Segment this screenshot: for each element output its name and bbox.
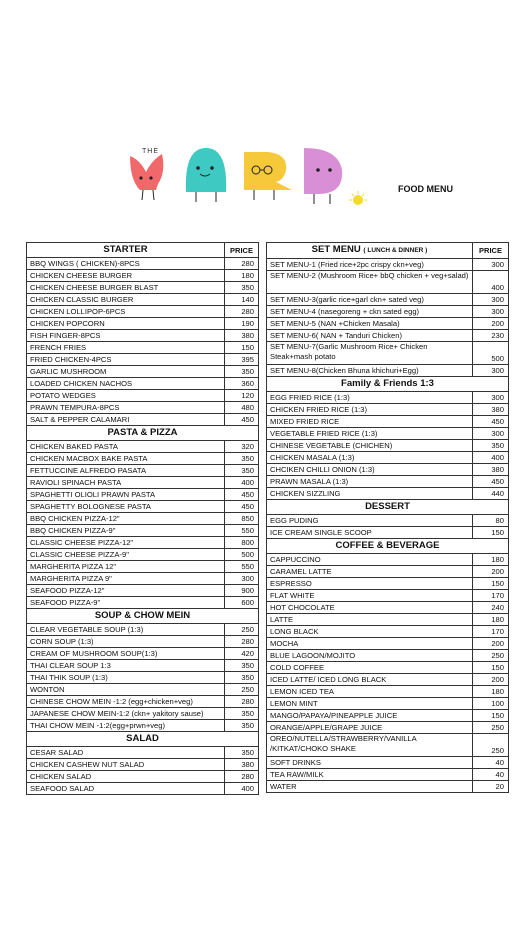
menu-item-row	[267, 566, 509, 578]
section-title: COFFEE & BEVERAGE	[267, 539, 509, 554]
menu-item-price: 500	[225, 549, 259, 561]
menu-item-name: SET MENU-4 (nasegoreng + ckn sated egg)	[267, 306, 473, 318]
menu-item-name: SET MENU-3(garlic rice+garl ckn+ sated veg)	[267, 294, 473, 306]
menu-item-price: 250	[225, 624, 259, 636]
header-row	[27, 243, 259, 258]
menu-item-name: RAVIOLI SPINACH PASTA	[27, 477, 225, 489]
menu-item-price: 900	[225, 585, 259, 597]
menu-item-name: SPAGHETTY BOLOGNESE PASTA	[27, 501, 225, 513]
menu-item-price: 350	[225, 366, 259, 378]
menu-item-price: 360	[225, 378, 259, 390]
menu-item-row	[267, 342, 509, 365]
menu-item-name: THAI THIK SOUP (1:3)	[27, 672, 225, 684]
menu-item-price: 350	[225, 282, 259, 294]
menu-item-price: 350	[473, 440, 509, 452]
menu-item-price: 450	[225, 501, 259, 513]
menu-item-row	[27, 489, 259, 501]
menu-item-name: VEGETABLE FRIED RICE (1:3)	[267, 428, 473, 440]
menu-item-row	[27, 378, 259, 390]
menu-item-name: CLASSIC CHEESE PIZZA-12"	[27, 537, 225, 549]
menu-item-row	[267, 590, 509, 602]
menu-item-price: 280	[225, 636, 259, 648]
menu-item-row	[27, 501, 259, 513]
section-title: Family & Friends 1:3	[267, 377, 509, 392]
menu-item-name: CHICKEN CASHEW NUT SALAD	[27, 759, 225, 771]
menu-item-row	[267, 416, 509, 428]
menu-item-name: SEAFOOD SALAD	[27, 783, 225, 795]
menu-item-name: MARGHERITA PIZZA 9"	[27, 573, 225, 585]
menu-item-row	[27, 465, 259, 477]
menu-item-row	[27, 672, 259, 684]
menu-item-price: 250	[225, 684, 259, 696]
menu-item-row	[27, 354, 259, 366]
starter-header: STARTER	[27, 243, 225, 258]
menu-item-name: CLASSIC CHEESE PIZZA-9"	[27, 549, 225, 561]
menu-item-name: CLEAR VEGETABLE SOUP (1:3)	[27, 624, 225, 636]
menu-item-name: FISH FINGER-8PCS	[27, 330, 225, 342]
menu-item-row	[27, 306, 259, 318]
menu-item-row	[267, 710, 509, 722]
menu-item-name: LEMON ICED TEA	[267, 686, 473, 698]
menu-item-row	[27, 624, 259, 636]
menu-item-price: 40	[473, 769, 509, 781]
section-header-row	[27, 732, 259, 747]
menu-item-row	[27, 258, 259, 270]
menu-item-row	[27, 684, 259, 696]
menu-item-price: 300	[473, 294, 509, 306]
menu-item-price: 150	[473, 578, 509, 590]
menu-item-price: 400	[473, 452, 509, 464]
menu-item-price: 350	[225, 660, 259, 672]
menu-item-name: FETTUCCINE ALFREDO PASATA	[27, 465, 225, 477]
menu-item-price: 350	[225, 747, 259, 759]
menu-item-price: 150	[473, 710, 509, 722]
brand-the: THE	[142, 148, 159, 155]
menu-item-row	[27, 366, 259, 378]
menu-item-row	[27, 402, 259, 414]
menu-item-row	[267, 440, 509, 452]
menu-item-name: CHICKEN SALAD	[27, 771, 225, 783]
menu-item-price: 380	[473, 464, 509, 476]
menu-item-row	[27, 414, 259, 426]
menu-item-name: CHICKEN FRIED RICE (1:3)	[267, 404, 473, 416]
section-header-row	[267, 500, 509, 515]
menu-item-price: 450	[225, 414, 259, 426]
menu-item-name: SET MENU-8(Chicken Bhuna khichuri+Egg)	[267, 365, 473, 377]
menu-item-row	[267, 271, 509, 294]
menu-item-price: 400	[225, 477, 259, 489]
menu-item-name: SPAGHETTI OLIOLI PRAWN PASTA	[27, 489, 225, 501]
menu-item-price: 120	[225, 390, 259, 402]
menu-item-price: 300	[473, 259, 509, 271]
menu-item-price: 500	[473, 342, 509, 365]
menu-item-name: BBQ CHICKEN PIZZA-12"	[27, 513, 225, 525]
menu-item-name: CHICKEN CLASSIC BURGER	[27, 294, 225, 306]
menu-item-row	[27, 747, 259, 759]
menu-item-row	[267, 757, 509, 769]
menu-item-name: CHINESE VEGETABLE (CHICHEN)	[267, 440, 473, 452]
menu-item-name: LEMON MINT	[267, 698, 473, 710]
menu-item-price: 350	[225, 465, 259, 477]
menu-item-price: 180	[473, 614, 509, 626]
menu-item-name: CORN SOUP (1:3)	[27, 636, 225, 648]
menu-item-name: CARAMEL LATTE	[267, 566, 473, 578]
menu-item-row	[27, 342, 259, 354]
menu-item-row	[267, 662, 509, 674]
menu-item-row	[267, 650, 509, 662]
menu-item-price: 20	[473, 781, 509, 793]
menu-item-name: SET MENU-7(Garlic Mushroom Rice+ Chicken Steak+mash potato	[267, 342, 473, 365]
menu-item-row	[27, 561, 259, 573]
menu-item-row	[267, 698, 509, 710]
menu-item-name: CHICKEN SIZZLING	[267, 488, 473, 500]
menu-item-name: PRAWN MASALA (1:3)	[267, 476, 473, 488]
menu-item-price: 230	[473, 330, 509, 342]
menu-item-row	[27, 282, 259, 294]
set-menu-header	[267, 243, 473, 259]
menu-item-name: ORANGE/APPLE/GRAPE JUICE	[267, 722, 473, 734]
menu-item-row	[267, 722, 509, 734]
menu-item-price: 170	[473, 626, 509, 638]
menu-item-row	[27, 453, 259, 465]
menu-item-row	[267, 428, 509, 440]
menu-item-row	[267, 306, 509, 318]
menu-item-price: 395	[225, 354, 259, 366]
menu-item-row	[267, 464, 509, 476]
menu-item-row	[27, 549, 259, 561]
menu-item-price: 250	[473, 734, 509, 757]
menu-item-price: 280	[225, 696, 259, 708]
menu-item-row	[267, 515, 509, 527]
section-title: DESSERT	[267, 500, 509, 515]
menu-item-name: EGG PUDING	[267, 515, 473, 527]
menu-item-row	[267, 330, 509, 342]
menu-item-price: 450	[225, 489, 259, 501]
menu-item-price: 180	[225, 270, 259, 282]
menu-item-price: 350	[225, 672, 259, 684]
menu-item-name: MOCHA	[267, 638, 473, 650]
menu-item-price: 300	[473, 392, 509, 404]
menu-item-name: ICE CREAM SINGLE SCOOP	[267, 527, 473, 539]
section-title: SALAD	[27, 732, 259, 747]
menu-item-name: SOFT DRINKS	[267, 757, 473, 769]
menu-item-row	[267, 769, 509, 781]
section-header-row	[27, 426, 259, 441]
menu-item-price: 150	[473, 527, 509, 539]
menu-item-name: CHCIKEN CHILLI ONION (1:3)	[267, 464, 473, 476]
menu-item-row	[27, 783, 259, 795]
menu-item-price: 350	[225, 708, 259, 720]
menu-item-name: CAPPUCCINO	[267, 554, 473, 566]
menu-item-row	[27, 477, 259, 489]
menu-item-row	[27, 390, 259, 402]
menu-item-price: 850	[225, 513, 259, 525]
menu-item-name: CHICKEN CHEESE BURGER BLAST	[27, 282, 225, 294]
menu-item-name: SET MENU-6( NAN + Tanduri Chicken)	[267, 330, 473, 342]
menu-item-price: 480	[225, 402, 259, 414]
section-header-row	[27, 609, 259, 624]
price-header: PRICE	[473, 243, 509, 259]
menu-item-row	[27, 294, 259, 306]
menu-item-price: 300	[473, 306, 509, 318]
menu-item-price: 150	[473, 662, 509, 674]
menu-item-row	[27, 537, 259, 549]
section-title: SOUP & CHOW MEIN	[27, 609, 259, 624]
menu-item-name: PRAWN TEMPURA-8PCS	[27, 402, 225, 414]
menu-item-row	[267, 259, 509, 271]
menu-item-name: CREAM OF MUSHROOM SOUP(1:3)	[27, 648, 225, 660]
menu-item-row	[267, 626, 509, 638]
menu-item-name: EGG FRIED RICE (1:3)	[267, 392, 473, 404]
menu-item-name: SET MENU-1 (Fried rice+2pc crispy ckn+veg)	[267, 259, 473, 271]
menu-item-name: SEAFOOD PIZZA-9"	[27, 597, 225, 609]
menu-item-row	[267, 602, 509, 614]
price-header: PRICE	[225, 243, 259, 258]
menu-item-price: 350	[225, 720, 259, 732]
menu-item-price: 400	[225, 783, 259, 795]
menu-item-row	[27, 513, 259, 525]
menu-item-price: 300	[473, 365, 509, 377]
right-menu-table	[266, 242, 509, 793]
menu-item-price: 180	[473, 554, 509, 566]
menu-item-price: 450	[473, 476, 509, 488]
menu-item-price: 400	[473, 271, 509, 294]
section-header-row	[267, 539, 509, 554]
section-header-row	[267, 377, 509, 392]
menu-item-name: SET MENU-5 (NAN +Chicken Masala)	[267, 318, 473, 330]
menu-item-name: FRENCH FRIES	[27, 342, 225, 354]
menu-item-name: CHICKEN MASALA (1:3)	[267, 452, 473, 464]
menu-item-row	[267, 318, 509, 330]
menu-item-row	[267, 554, 509, 566]
menu-item-row	[27, 573, 259, 585]
set-menu-title: SET MENU	[311, 244, 364, 255]
menu-item-name: BBQ CHICKEN PIZZA-9"	[27, 525, 225, 537]
menu-item-row	[267, 638, 509, 650]
menu-item-name: SEAFOOD PIZZA-12"	[27, 585, 225, 597]
menu-item-price: 250	[473, 722, 509, 734]
section-title: PASTA & PIZZA	[27, 426, 259, 441]
menu-item-price: 350	[225, 453, 259, 465]
menu-item-row	[267, 294, 509, 306]
menu-item-price: 380	[225, 330, 259, 342]
menu-item-row	[27, 585, 259, 597]
menu-item-row	[267, 365, 509, 377]
menu-item-price: 280	[225, 306, 259, 318]
menu-item-row	[267, 404, 509, 416]
menu-item-price: 300	[473, 428, 509, 440]
menu-item-price: 250	[473, 650, 509, 662]
menu-item-name: FRIED CHICKEN-4PCS	[27, 354, 225, 366]
menu-item-price: 170	[473, 590, 509, 602]
menu-item-price: 280	[225, 771, 259, 783]
menu-item-row	[267, 734, 509, 757]
menu-item-row	[27, 318, 259, 330]
menu-item-name: THAI CLEAR SOUP 1:3	[27, 660, 225, 672]
menu-item-row	[27, 648, 259, 660]
menu-item-row	[267, 578, 509, 590]
menu-item-name: MANGO/PAPAYA/PINEAPPLE JUICE	[267, 710, 473, 722]
menu-item-name: MIXED FRIED RICE	[267, 416, 473, 428]
menu-item-row	[267, 674, 509, 686]
menu-item-row	[27, 330, 259, 342]
menu-item-name: CHICKEN POPCORN	[27, 318, 225, 330]
menu-item-name: THAI CHOW MEIN -1:2(egg+prwn+veg)	[27, 720, 225, 732]
menu-item-row	[267, 614, 509, 626]
menu-item-price: 200	[473, 638, 509, 650]
menu-item-price: 280	[225, 258, 259, 270]
menu-item-price: 300	[225, 573, 259, 585]
menu-item-name: BBQ WINGS ( CHICKEN)-8PCS	[27, 258, 225, 270]
menu-item-name: MARGHERITA PIZZA 12"	[27, 561, 225, 573]
menu-item-row	[27, 636, 259, 648]
menu-item-price: 380	[225, 759, 259, 771]
menu-item-name: OREO/NUTELLA/STRAWBERRY/VANILLA /KITKAT/CHOKO SHAKE	[267, 734, 473, 757]
menu-item-price: 240	[473, 602, 509, 614]
menu-item-row	[267, 392, 509, 404]
header-row	[267, 243, 509, 259]
menu-item-name: POTATO WEDGES	[27, 390, 225, 402]
menu-item-name: HOT CHOCOLATE	[267, 602, 473, 614]
menu-item-price: 200	[473, 566, 509, 578]
menu-item-row	[27, 771, 259, 783]
menu-item-price: 80	[473, 515, 509, 527]
menu-item-name: CHINESE CHOW MEIN -1:2 (egg+chicken+veg)	[27, 696, 225, 708]
menu-item-name: CHICKEN CHEESE BURGER	[27, 270, 225, 282]
menu-item-row	[27, 696, 259, 708]
menu-item-price: 440	[473, 488, 509, 500]
menu-item-name: WATER	[267, 781, 473, 793]
menu-item-price: 450	[473, 416, 509, 428]
menu-item-row	[27, 441, 259, 453]
menu-item-price: 150	[225, 342, 259, 354]
menu-item-price: 420	[225, 648, 259, 660]
menu-item-price: 380	[473, 404, 509, 416]
menu-item-name: LOADED CHICKEN NACHOS	[27, 378, 225, 390]
menu-item-row	[267, 686, 509, 698]
menu-item-row	[27, 708, 259, 720]
menu-item-price: 800	[225, 537, 259, 549]
menu-item-row	[267, 476, 509, 488]
menu-item-name: GARLIC MUSHROOM	[27, 366, 225, 378]
food-menu-title: FOOD MENU	[398, 184, 453, 194]
menu-item-price: 550	[225, 561, 259, 573]
menu-item-row	[267, 527, 509, 539]
menu-item-price: 320	[225, 441, 259, 453]
menu-item-row	[267, 488, 509, 500]
menu-item-name: CESAR SALAD	[27, 747, 225, 759]
menu-item-name: LATTE	[267, 614, 473, 626]
menu-item-name: CHICKEN BAKED PASTA	[27, 441, 225, 453]
menu-item-row	[27, 525, 259, 537]
menu-item-name: COLD COFFEE	[267, 662, 473, 674]
menu-item-row	[27, 660, 259, 672]
menu-item-price: 140	[225, 294, 259, 306]
menu-item-row	[27, 720, 259, 732]
menu-item-name: TEA RAW/MILK	[267, 769, 473, 781]
menu-item-row	[27, 759, 259, 771]
menu-item-price: 100	[473, 698, 509, 710]
menu-item-name: JAPANESE CHOW MEIN-1:2 (ckn+ yakitory sause)	[27, 708, 225, 720]
left-menu-table	[26, 242, 259, 795]
menu-item-row	[27, 270, 259, 282]
yard-logo	[126, 142, 376, 212]
menu-item-name: CHICKEN LOLLIPOP-6PCS	[27, 306, 225, 318]
menu-item-price: 200	[473, 674, 509, 686]
menu-item-name: FLAT WHITE	[267, 590, 473, 602]
menu-item-price: 600	[225, 597, 259, 609]
menu-item-price: 190	[225, 318, 259, 330]
menu-item-name: CHICKEN MACBOX BAKE PASTA	[27, 453, 225, 465]
menu-item-name: SALT & PEPPER CALAMARI	[27, 414, 225, 426]
menu-item-row	[267, 781, 509, 793]
menu-item-row	[267, 452, 509, 464]
menu-item-row	[27, 597, 259, 609]
menu-item-name: ESPRESSO	[267, 578, 473, 590]
menu-item-name: WONTON	[27, 684, 225, 696]
menu-item-price: 550	[225, 525, 259, 537]
menu-item-name: SET MENU-2 (Mushroom Rice+ bbQ chicken + veg+salad)	[267, 271, 473, 294]
menu-item-price: 180	[473, 686, 509, 698]
menu-item-name: LONG BLACK	[267, 626, 473, 638]
set-menu-subtitle: ( LUNCH & DINNER )	[363, 247, 428, 254]
menu-item-price: 200	[473, 318, 509, 330]
menu-item-name: BLUE LAGOON/MOJITO	[267, 650, 473, 662]
menu-item-price: 40	[473, 757, 509, 769]
menu-item-name: ICED LATTE/ ICED LONG BLACK	[267, 674, 473, 686]
